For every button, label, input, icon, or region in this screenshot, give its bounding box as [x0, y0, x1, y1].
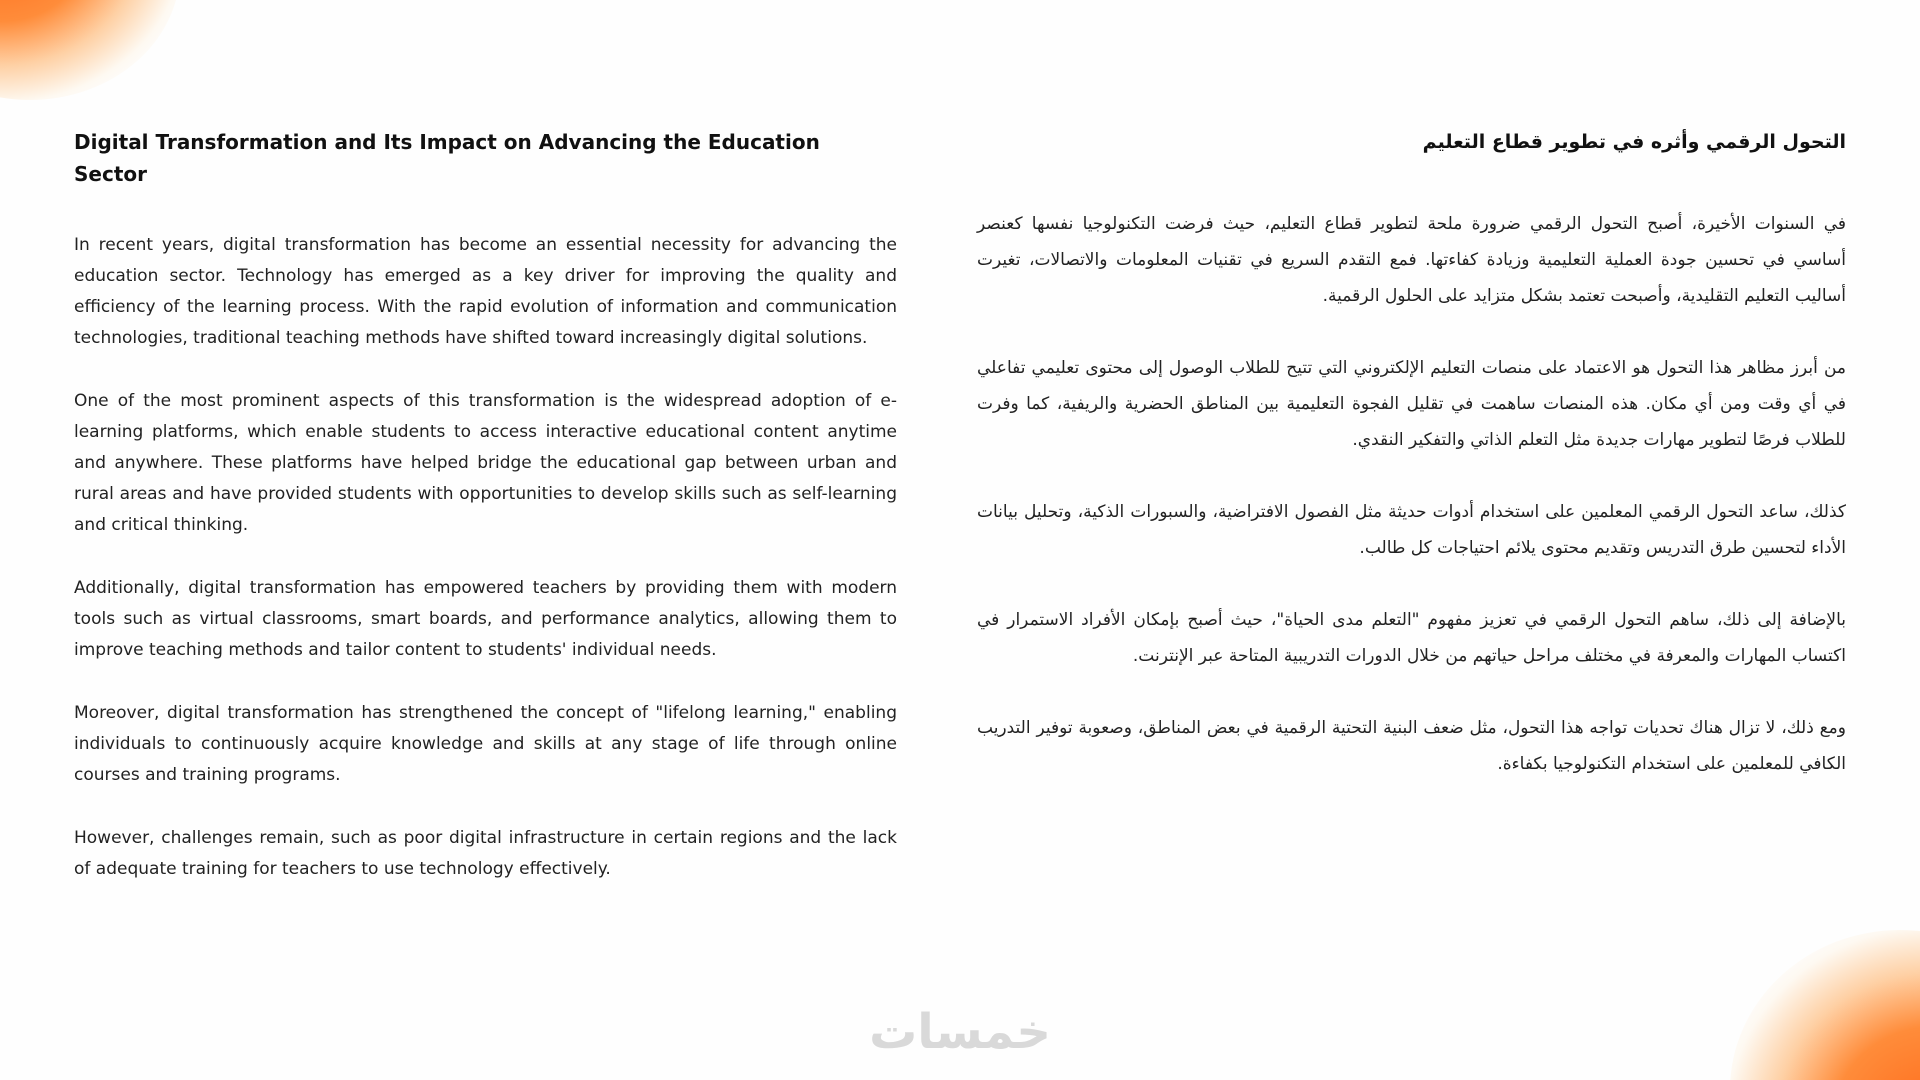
arabic-paragraph-4: بالإضافة إلى ذلك، ساهم التحول الرقمي في تعزيز مفهوم "التعلم مدى الحياة"، حيث أصبح بإمكان الأفراد الاستمرار في اكتساب المهارات والمعرفة في مختلف مراحل حياتهم من خلال الدورات التدريبية المتاحة عبر الإنترنت. — [977, 610, 1846, 666]
english-paragraph-2: One of the most prominent aspects of this transformation is the widespread adoption of e-learning platforms, which enable students to access interactive educational content anytime and anywhere. These platforms have helped bridge the educational gap between urban and rural areas and have provided students with opportunities to develop skills such as self-learning and critical thinking. — [74, 391, 897, 535]
decorative-orange-blob-top-left — [0, 0, 180, 100]
arabic-paragraph-1: في السنوات الأخيرة، أصبح التحول الرقمي ضرورة ملحة لتطوير قطاع التعليم، حيث فرضت التكنولوجيا نفسها كعنصر أساسي في تحسين جودة العملية التعليمية وزيادة كفاءتها. فمع التقدم السريع في تقنيات المعلومات والاتصالات، تغيرت أساليب التعليم التقليدية، وأصبحت تعتمد بشكل متزايد على الحلول الرقمية. — [977, 214, 1846, 306]
english-paragraph-3: Additionally, digital transformation has empowered teachers by providing them with modern tools such as virtual classrooms, smart boards, and performance analytics, allowing them to improve teaching methods and tailor content to students' individual needs. — [74, 578, 897, 660]
khamsat-logo — [844, 1004, 1076, 1060]
arabic-paragraph-3: كذلك، ساعد التحول الرقمي المعلمين على استخدام أدوات حديثة مثل الفصول الافتراضية، والسبورات الذكية، وتحليل بيانات الأداء لتحسين طرق التدريس وتقديم محتوى يلائم احتياجات كل طالب. — [977, 502, 1846, 558]
arabic-paragraph-5: ومع ذلك، لا تزال هناك تحديات تواجه هذا التحول، مثل ضعف البنية التحتية الرقمية في بعض المناطق، وصعوبة توفير التدريب الكافي للمعلمين على استخدام التكنولوجيا بكفاءة. — [977, 718, 1846, 774]
arabic-title: التحول الرقمي وأثره في تطوير قطاع التعليم — [1422, 131, 1846, 153]
arabic-column — [977, 126, 1846, 818]
khamsat-logo-text: خمسات — [869, 1004, 1051, 1060]
english-paragraph-1: In recent years, digital transformation has become an essential necessity for advancing the education sector. Technology has emerged as a key driver for improving the quality and efficiency of the learning process. With the rapid evolution of information and communication technologies, traditional teaching methods have shifted toward increasingly digital solutions. — [74, 235, 897, 348]
decorative-orange-blob-bottom-right — [1730, 930, 1920, 1080]
english-paragraph-4: Moreover, digital transformation has strengthened the concept of "lifelong learning," enabling individuals to continuously acquire knowledge and skills at any stage of life through online courses and training programs. — [74, 703, 897, 785]
english-paragraph-5: However, challenges remain, such as poor digital infrastructure in certain regions and the lack of adequate training for teachers to use technology effectively. — [74, 828, 897, 879]
english-column — [74, 126, 897, 917]
arabic-paragraph-2: من أبرز مظاهر هذا التحول هو الاعتماد على منصات التعليم الإلكتروني التي تتيح للطلاب الوصول إلى محتوى تعليمي تفاعلي في أي وقت ومن أي مكان. هذه المنصات ساهمت في تقليل الفجوة التعليمية بين المناطق الحضرية والريفية، كما وفرت للطلاب فرصًا لتطوير مهارات جديدة مثل التعلم الذاتي والتفكير النقدي. — [977, 358, 1846, 450]
english-title: Digital Transformation and Its Impact on Advancing the Education Sector — [74, 130, 820, 186]
